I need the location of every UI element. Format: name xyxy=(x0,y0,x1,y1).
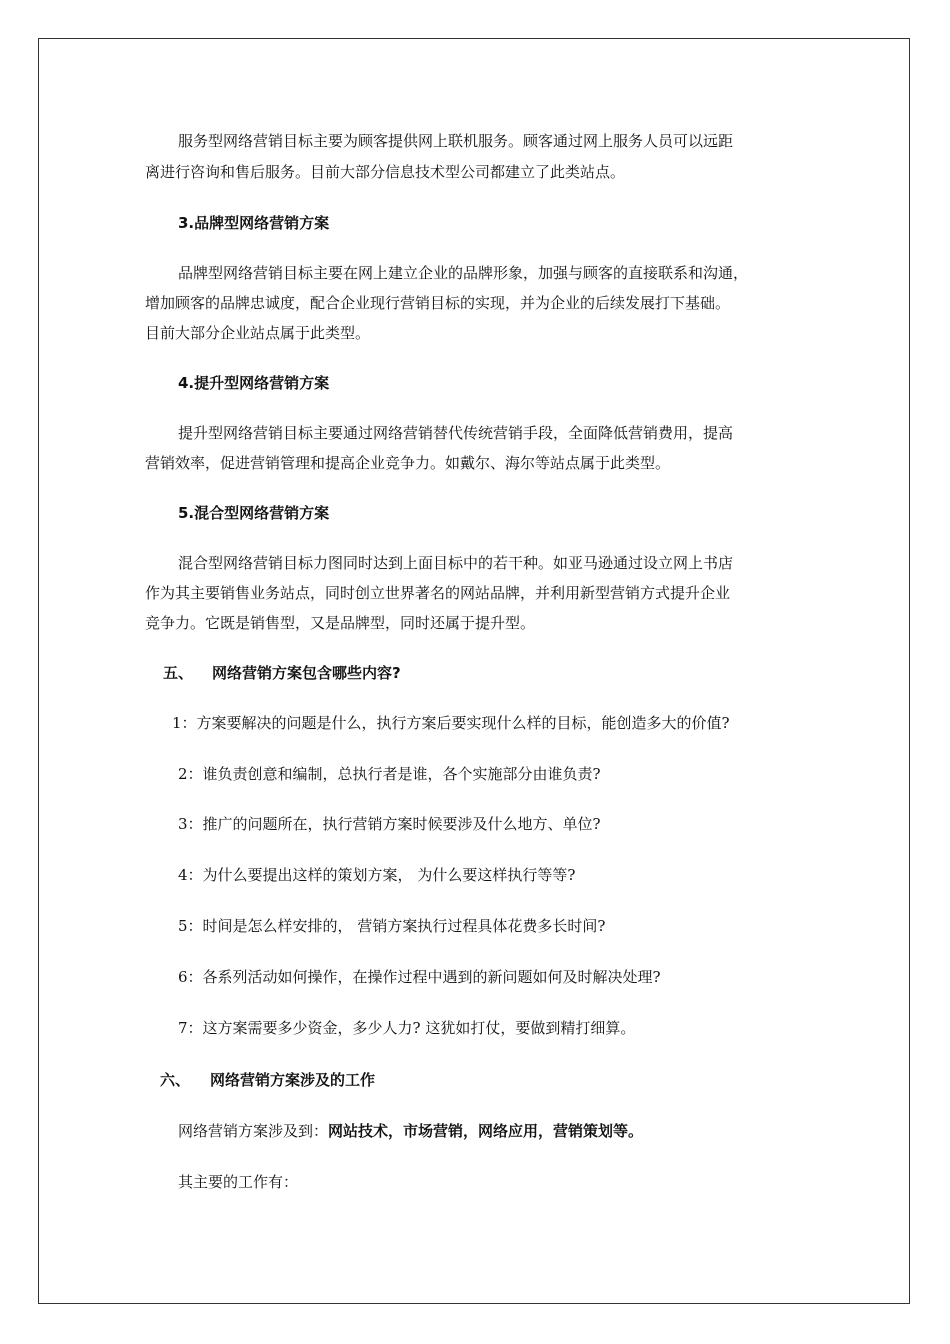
paragraph-service-line-1: 服务型网络营销目标主要为顾客提供网上联机服务。顾客通过网上服务人员可以远距 xyxy=(178,132,734,150)
paragraph-upgrade-line-1: 提升型网络营销目标主要通过网络营销替代传统营销手段，全面降低营销费用，提高 xyxy=(178,424,734,442)
section-6-number: 六、 xyxy=(160,1071,191,1089)
section-5-title: 网络营销方案包含哪些内容? xyxy=(212,664,401,682)
heading-mixed-type: 5.混合型网络营销方案 xyxy=(178,504,330,522)
list-item-4: 4：为什么要提出这样的策划方案， 为什么要这样执行等等? xyxy=(178,866,576,884)
list-item-1: 1：方案要解决的问题是什么，执行方案后要实现什么样的目标，能创造多大的价值? xyxy=(172,714,730,732)
section-6-intro-keywords: 网站技术，市场营销，网络应用，营销策划等。 xyxy=(328,1122,644,1140)
section-6-intro xyxy=(178,1116,643,1146)
paragraph-service-line-2: 离进行咨询和售后服务。目前大部分信息技术型公司都建立了此类站点。 xyxy=(145,163,626,181)
section-6-closing: 其主要的工作有： xyxy=(178,1173,299,1191)
section-6-intro-prefix: 网络营销方案涉及到： xyxy=(178,1122,329,1140)
paragraph-brand-line-3: 目前大部分企业站点属于此类型。 xyxy=(145,324,371,342)
list-item-6: 6：各系列活动如何操作，在操作过程中遇到的新问题如何及时解决处理? xyxy=(178,968,661,986)
paragraph-mixed-line-1: 混合型网络营销目标力图同时达到上面目标中的若干种。如亚马逊通过设立网上书店 xyxy=(178,554,734,572)
heading-brand-type: 3.品牌型网络营销方案 xyxy=(178,214,330,232)
list-item-7: 7：这方案需要多少资金，多少人力? 这犹如打仗，要做到精打细算。 xyxy=(178,1019,636,1037)
paragraph-brand-line-1: 品牌型网络营销目标主要在网上建立企业的品牌形象，加强与顾客的直接联系和沟通， xyxy=(178,264,749,282)
section-5-number: 五、 xyxy=(163,664,194,682)
paragraph-brand-line-2: 增加顾客的品牌忠诚度，配合企业现行营销目标的实现，并为企业的后续发展打下基础。 xyxy=(145,294,731,312)
paragraph-mixed-line-2: 作为其主要销售业务站点，同时创立世界著名的网站品牌，并利用新型营销方式提升企业 xyxy=(145,584,731,602)
heading-upgrade-type: 4.提升型网络营销方案 xyxy=(178,374,330,392)
section-6-title: 网络营销方案涉及的工作 xyxy=(210,1071,376,1089)
paragraph-upgrade-line-2: 营销效率，促进营销管理和提高企业竞争力。如戴尔、海尔等站点属于此类型。 xyxy=(145,454,671,472)
paragraph-mixed-line-3: 竞争力。它既是销售型，又是品牌型，同时还属于提升型。 xyxy=(145,614,536,632)
list-item-2: 2：谁负责创意和编制，总执行者是谁，各个实施部分由谁负责? xyxy=(178,765,601,783)
list-item-3: 3：推广的问题所在，执行营销方案时候要涉及什么地方、单位? xyxy=(178,815,601,833)
list-item-5: 5：时间是怎么样安排的， 营销方案执行过程具体花费多长时间? xyxy=(178,917,606,935)
